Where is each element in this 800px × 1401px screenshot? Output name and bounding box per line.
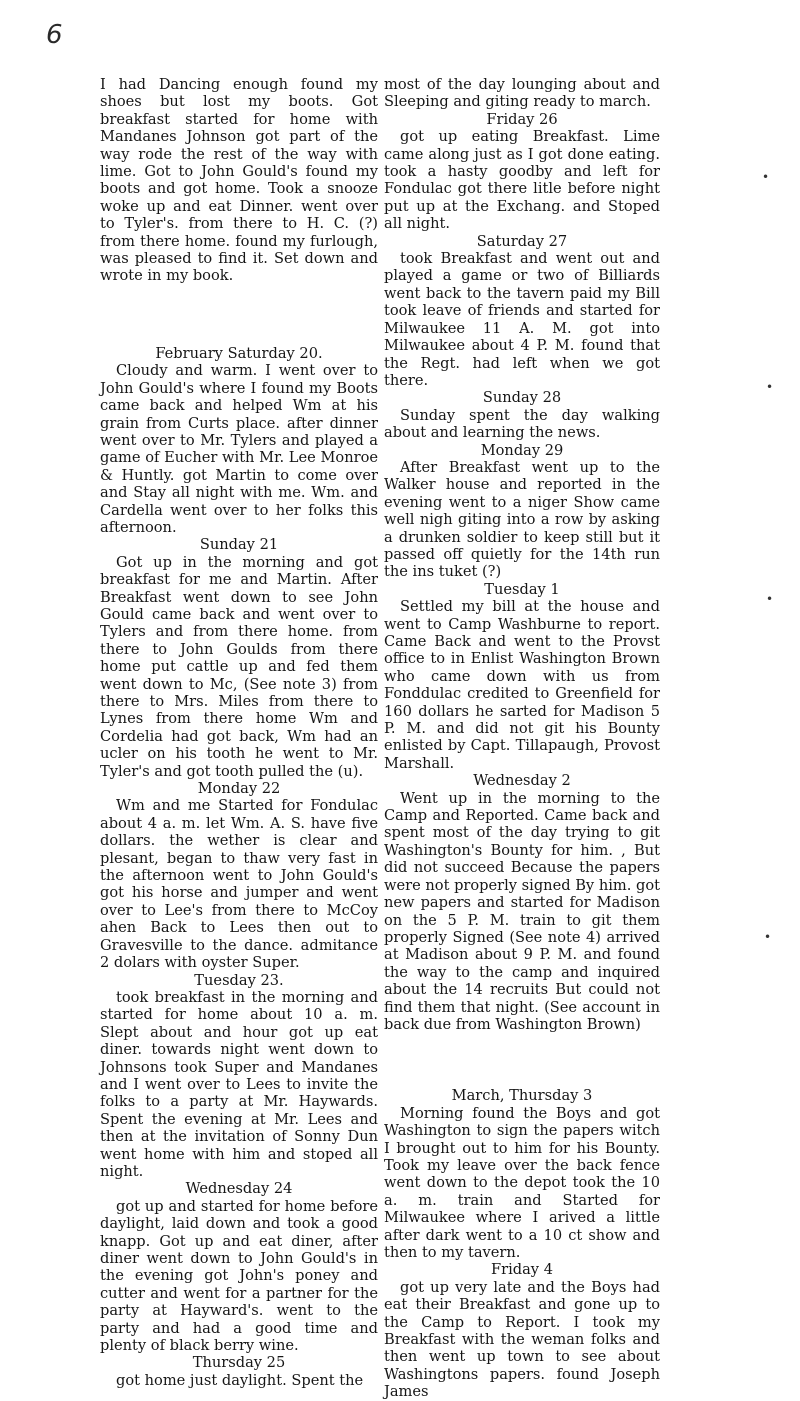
diary-paragraph: most of the day lounging about and Sleeping and giting ready to march. (384, 76, 660, 111)
entry-date-heading: Wednesday 24 (185, 1180, 293, 1198)
diary-paragraph: took breakfast in the morning and started for home about 10 a. m. Slept about and hour got up eat diner. towards night went down to Johnsons took Super and Mandanes and I went over to Lees to invite the folks to a party at Mr. Haywards. Spent the evening at Mr. Lees and then at the invitation of Sonny Dun went home with him and stoped all night. (100, 988, 378, 1180)
spacer (100, 285, 378, 345)
left-column (100, 76, 378, 1389)
margin-mark: • (762, 170, 770, 184)
entry-date-heading: Friday 4 (491, 1261, 553, 1279)
entry-date-heading: Monday 22 (197, 780, 281, 798)
right-column (384, 76, 660, 1401)
entry-date-heading: Tuesday 1 (484, 580, 560, 598)
diary-paragraph: got home just daylight. Spent the (116, 1371, 364, 1389)
diary-paragraph: Got up in the morning and got breakfast for me and Martin. After Breakfast went down to see John Gould came back and went over to Tylers and from there home. from there to John Goulds from there home put cattle up and fed them went down to Mc, (See note 3) from there to Mrs. Miles from there to Lynes from there home Wm and Cordelia had got back, Wm had an ucler on his tooth he went to Mr. Tyler's and got tooth pulled the (u). (100, 553, 378, 780)
diary-paragraph: Settled my bill at the house and went to Camp Washburne to report. Came Back and went to the Provst office to in Enlist Washington Brown who came down with us from Fonddulac credited to Greenfield for 160 dollars he sarted for Madison 5 P. M. and did not git his Bounty enlisted by Capt. Tillapaugh, Provost Marshall. (384, 598, 660, 772)
margin-mark: • (764, 930, 772, 944)
entry-date-heading: March, Thursday 3 (451, 1087, 593, 1105)
margin-mark: • (766, 380, 774, 394)
entry-date-heading: Sunday 21 (199, 536, 279, 554)
margin-mark: • (766, 592, 774, 606)
entry-date-heading: February Saturday 20. (155, 344, 323, 362)
diary-paragraph: I had Dancing enough found my shoes but lost my boots. Got breakfast started for home with Mandanes Johnson got part of the way rode the rest of the way with lime. Got to John Gould's found my boots and got home. Took a snooze woke up and eat Dinner. went over to Tyler's. from there to H. C. (?) from there home. found my furlough, was pleased to find it. Set down and wrote in my book. (100, 76, 378, 285)
diary-paragraph: got up very late and the Boys had eat their Breakfast and gone up to the Camp to Report. I took my Breakfast with the weman folks and then went up town to see about Washingtons papers. found Joseph James (384, 1278, 660, 1401)
diary-paragraph: took Breakfast and went out and played a game or two of Billiards went back to the tavern paid my Bill took leave of friends and started for Milwaukee 11 A. M. got into Milwaukee about 4 P. M. found that the Regt. had left when we got there. (384, 250, 660, 389)
entry-date-heading: Wednesday 2 (473, 772, 571, 790)
diary-paragraph: After Breakfast went up to the Walker house and reported in the evening went to a niger Show came well nigh giting into a row by asking a drunken soldier to keep still but it passed off quietly for the 14th run the ins tuket (?) (384, 458, 660, 581)
page-number: 6 (46, 20, 63, 50)
diary-paragraph: Wm and me Started for Fondulac about 4 a. m. let Wm. A. S. have five dollars. the wether is clear and plesant, began to thaw very fast in the afternoon went to John Gould's got his horse and jumper and went over to Lee's from there to McCoy ahen Back to Lees then out to Gravesville to the dance. admitance 2 dolars with oyster Super. (100, 797, 378, 972)
diary-paragraph: Cloudy and warm. I went over to John Gould's where I found my Boots came back and helped Wm at his grain from Curts place. after dinner went over to Mr. Tylers and played a game of Eucher with Mr. Lee Monroe & Huntly. got Martin to come over and Stay all night with me. Wm. and Cardella went over to her folks this afternoon. (100, 362, 378, 536)
diary-paragraph: got up eating Breakfast. Lime came along just as I got done eating. took a hasty goodby and left for Fondulac got there litle before night put up at the Exchang. and Stoped all night. (384, 128, 660, 233)
entry-date-heading: Saturday 27 (476, 232, 568, 250)
entry-date-heading: Sunday 28 (482, 389, 562, 407)
diary-paragraph: got up and started for home before daylight, laid down and took a good knapp. Got up and eat diner, after diner went down to John Gould's in the evening got John's poney and cutter and went for a partner for the party at Hayward's. went to the party and had a good time and plenty of black berry wine. (100, 1197, 378, 1355)
spacer (384, 1033, 660, 1087)
entry-date-heading: Monday 29 (480, 441, 564, 459)
entry-date-heading: Tuesday 23. (194, 971, 284, 989)
diary-paragraph: Morning found the Boys and got Washington to sign the papers witch I brought out to him for his Bounty. Took my leave over the back fence went down to the depot took the 10 a. m. train and Started for Milwaukee where I arived a little after dark went to a 10 ct show and then to my tavern. (384, 1104, 660, 1261)
entry-date-heading: Friday 26 (486, 110, 558, 128)
entry-date-heading: Thursday 25 (192, 1354, 286, 1372)
diary-paragraph: Sunday spent the day walking about and learning the news. (384, 406, 660, 442)
diary-paragraph: Went up in the morning to the Camp and Reported. Came back and spent most of the day trying to git Washington's Bounty for him. , But did not succeed Because the papers were not properly signed By him. got new papers and started for Madison on the 5 P. M. train to git them properly Signed (See note 4) arrived at Madison about 9 P. M. and found the way to the camp and inquired about the 14 recruits But could not find them that night. (See account in back due from Washington Brown) (384, 789, 660, 1033)
